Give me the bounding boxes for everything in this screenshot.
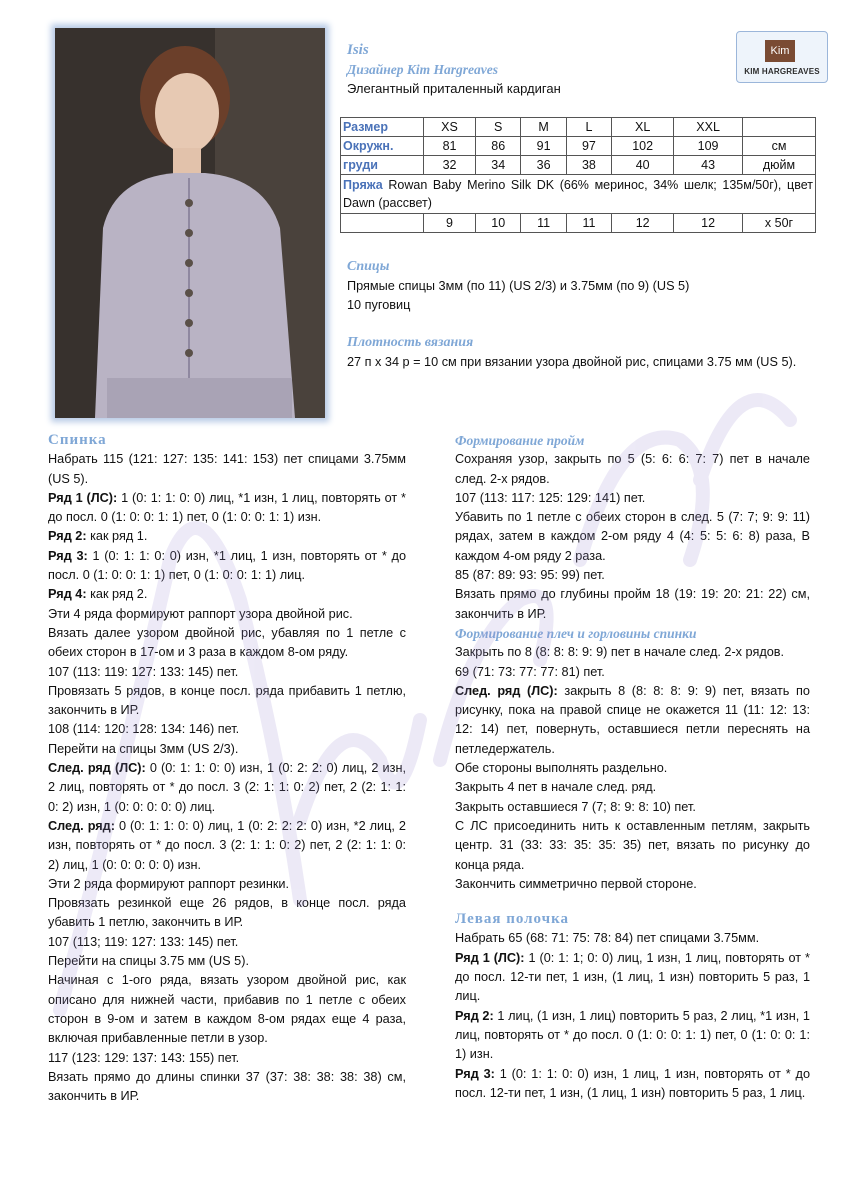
section-shoulder-title: Формирование плеч и горловины спинки <box>455 625 697 641</box>
pattern-subtitle: Элегантный приталенный кардиган <box>347 81 561 96</box>
left-column: Спинка Набрать 115 (121: 127: 135: 141: 153) пет спицами 3.75мм (US 5). Ряд 1 (ЛС): 1 (0: 1: 1: 0: 0) лиц, *1 изн, 1 лиц, повторять от * до посл. 0 (1: 0: 0: 1: 1) пет, 0 (1: 0: 0: 1: 1) изн. Ряд 2: как ряд 1. Ряд 3: 1 (0: 1: 1: 0: 0) изн, *1 лиц, 1 изн, повторять от * до посл. 0 (1: 0: 0: 1: 1) пет, 0 (1: 0: 0: 1: 1) лиц. Ряд 4: как ряд 2. Эти 4 ряда формируют раппорт узора двойной рис. Вязать далее узором двойной рис, убавляя по 1 петле с обеих сторон в 17-ом и 3 раза в каждом 8-ом ряду. 107 (113: 119: 127: 133: 145) пет. Провязать 5 рядов, в конце посл. ряда прибавить 1 петлю, закончить в ИР. 108 (114: 120: 128: 134: 146) пет. Перейти на спицы 3мм (US 2/3). След. ряд (ЛС): 0 (0: 1: 1: 0: 0) изн, 1 (0: 2: 2: 0) лиц, 2 изн, 2 лиц, повторять от * до посл. 3 (2: 1: 1: 0: 2) пет, 2 (2: 1: 1: 0: 2) изн, 1 (0: 0: 0: 0: 0) лиц. След. ряд: 0 (0: 1: 1: 0: 0) лиц, 1 (0: 2: 2: 2: 0) изн, *2 лиц, 2 изн, повторять от * до посл. 3 (2: 1: 1: 0: 2) пет, 2 (2: 1: 1: 0: 2) лиц, 1 (0: 0: 0: 0: 0) изн. Эти 2 ряда формируют раппорт резинки. Провязать резинкой еще 26 рядов, в конце посл. ряда убавить 1 петлю, закончить в ИР. 107 (113; 119: 127: 133: 145) пет. Перейти на спицы 3.75 мм (US 5). Начиная с 1-ого ряда, вязать узором двойной рис, как описано для нижней части, прибавив по 1 петле с обеих сторон в 9-ом и затем в каждом 8-ом рядах еще 4 раза, включая прибавленные петли в узор. 117 (123: 129: 137: 143: 155) пет. Вязать прямо до длины спинки 37 (37: 38: 38: 38: 38) см, закончить в ИР. <box>48 432 407 1104</box>
pattern-title: Isis <box>347 42 369 58</box>
chest-cm-row: Окружн. 81 86 91 97 102 109 см <box>341 137 816 156</box>
model-illustration <box>55 28 325 418</box>
needles-title: Спицы <box>347 259 390 274</box>
chest-in-row: груди 32 34 36 38 40 43 дюйм <box>341 156 816 175</box>
section-left-front-title: Левая полочка <box>455 911 570 928</box>
tension-title: Плотность вязания <box>347 335 474 350</box>
yarn-label: Пряжа <box>343 178 383 192</box>
section-back-title: Спинка <box>48 432 107 448</box>
cardigan-photo <box>55 28 325 418</box>
section-armhole-title: Формирование пройм <box>455 433 585 448</box>
yarn-row <box>341 175 816 214</box>
logo-name: KIM HARGREAVES <box>744 67 820 76</box>
balls-row: 9 10 11 11 12 12 х 50г <box>341 214 816 233</box>
size-row: Размер XS S M L XL XXL <box>341 118 816 137</box>
yarn-text: Rowan Baby Merino Silk DK (66% меринос, 34% шелк; 135м/50г), цвет Dawn (рассвет) <box>343 178 813 210</box>
size-table <box>340 117 816 233</box>
tension-text: 27 п х 34 р = 10 см при вязании узора двойной рис, спицами 3.75 мм (US 5). <box>347 355 797 369</box>
brand-logo <box>736 31 828 83</box>
designer-name: Дизайнер Kim Hargreaves <box>347 62 498 77</box>
right-column: Формирование пройм Сохраняя узор, закрыть по 5 (5: 6: 6: 7: 7) пет в начале след. 2-х рядов. 107 (113: 117: 125: 129: 141) пет. Убавить по 1 петле с обеих сторон в след. 5 (7: 7; 9: 9: 11) рядах, затем в каждом 2-ом ряду 4 (4: 5: 5: 6: 8) раза, В каждом 4-ом ряду 2 раза. 85 (87: 89: 93: 95: 99) пет. Вязать прямо до глубины пройм 18 (19: 19: 20: 21: 22) см, закончить в ИР. Формирование плеч и горловины спинки Закрыть по 8 (8: 8: 8: 9: 9) пет в начале след. 2-х рядов. 69 (71: 73: 77: 77: 81) пет. След. ряд (ЛС): закрыть 8 (8: 8: 8: 9: 9) пет, вязать по рисунку, пока на правой спице не окажется 11 (11: 12: 13: 12: 14) пет, повернуть, оставшиеся петли переснять на петледержатель. Обе стороны выполнять раздельно. Закрыть 4 пет в начале след. ряд. Закрыть оставшиеся 7 (7; 8: 9: 8: 10) пет. С ЛС присоединить нить к оставленным петлям, закрыть центр. 31 (33: 33: 35: 35: 35) пет, вязать по рисунку до конца ряда. Закончить симметрично первой стороне. Левая полочка Набрать 65 (68: 71: 75: 78: 84) пет спицами 3.75мм. Ряд 1 (ЛС): 1 (0: 1: 1; 0: 0) лиц, 1 изн, 1 лиц, повторять от * до посл. 12-ти пет, 1 изн, (1 лиц, 1 изн) повторить 5 раз, 1 лиц. Ряд 2: 1 лиц, (1 изн, 1 лиц) повторить 5 раз, 2 лиц, *1 изн, 1 лиц, повторять от * до посл. 0 (1: 0: 0: 1: 1) пет, 0 (1: 0: 0: 1: 1) изн. Ряд 3: 1 (0: 1: 1: 0: 0) изн, 1 лиц, 1 изн, повторять от * до посл. 12-ти пет, 1 изн, (1 лиц, 1 изн) повторить 5 раз, 1 лиц. <box>455 433 810 1100</box>
needles-text: Прямые спицы 3мм (по 11) (US 2/3) и 3.75мм (по 9) (US 5) 10 пуговиц <box>347 279 690 313</box>
logo-kim: Kim <box>765 40 795 62</box>
